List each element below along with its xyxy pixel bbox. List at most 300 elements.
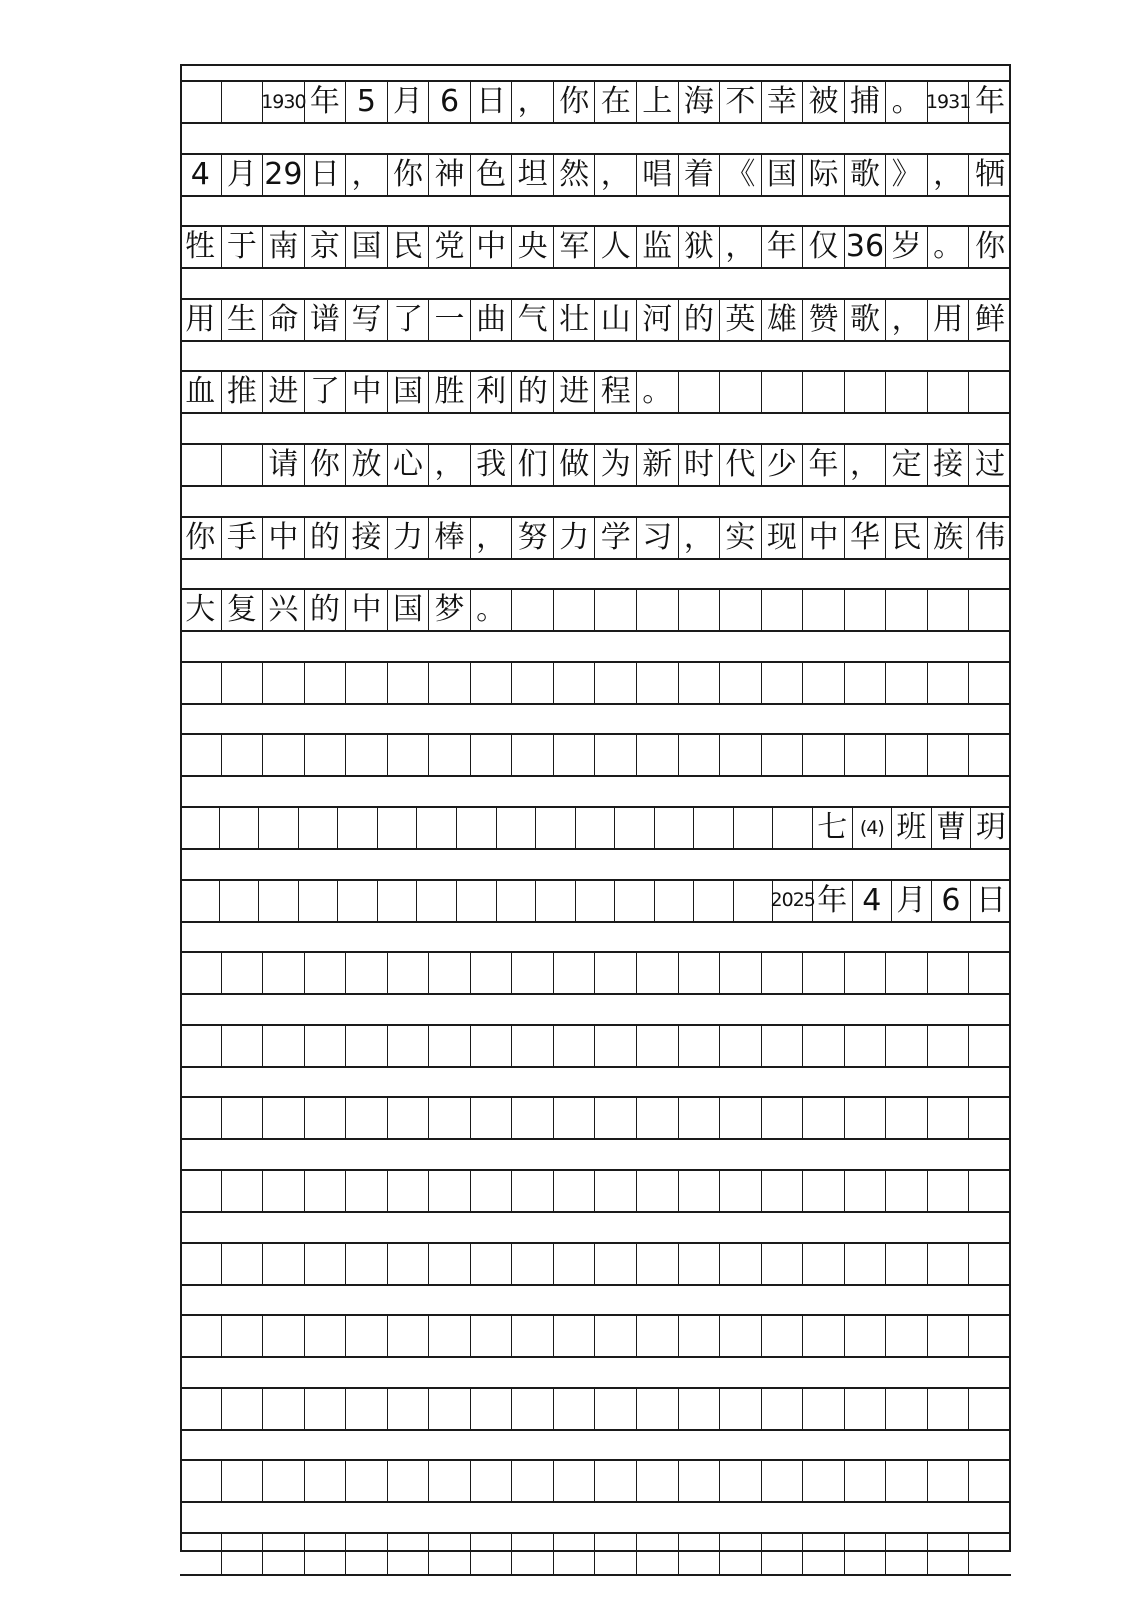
- grid-cell: [429, 1534, 471, 1574]
- grid-cell: 年: [813, 881, 853, 921]
- grid-cell: 命: [263, 300, 305, 340]
- grid-cell: [595, 1026, 637, 1066]
- grid-cell: [969, 1461, 1011, 1501]
- grid-cell: ，: [471, 518, 513, 558]
- grid-cell: [615, 808, 655, 848]
- grid-cell: [346, 735, 388, 775]
- grid-cell: [388, 953, 430, 993]
- grid-cell: 力: [554, 518, 596, 558]
- grid-cell: 狱: [679, 227, 721, 267]
- grid-cell: [536, 808, 576, 848]
- grid-cell: [429, 1316, 471, 1356]
- grid-row: [180, 661, 1011, 705]
- grid-cell: [554, 953, 596, 993]
- grid-cell: 中: [346, 372, 388, 412]
- grid-cell: [259, 808, 299, 848]
- grid-cell: [803, 1098, 845, 1138]
- grid-cell: [595, 1461, 637, 1501]
- grid-cell: [720, 1316, 762, 1356]
- grid-cell: 。: [471, 590, 513, 630]
- grid-cell: 上: [637, 82, 679, 122]
- grid-cell: [388, 1171, 430, 1211]
- grid-row: [180, 443, 1011, 487]
- grid-cell: [180, 953, 222, 993]
- grid-cell: 6: [429, 82, 471, 122]
- grid-row: [180, 733, 1011, 777]
- grid-cell: 京: [305, 227, 347, 267]
- grid-cell: 用: [180, 300, 222, 340]
- grid-cell: [655, 881, 695, 921]
- grid-cell: [346, 1098, 388, 1138]
- grid-cell: [615, 881, 655, 921]
- grid-cell: ，: [845, 445, 887, 485]
- grid-cell: [969, 372, 1011, 412]
- grid-cell: [512, 735, 554, 775]
- grid-cell: [388, 1534, 430, 1574]
- grid-cell: 族: [928, 518, 970, 558]
- grid-cell: [222, 1244, 264, 1284]
- grid-cell: [554, 735, 596, 775]
- grid-cell: [222, 1534, 264, 1574]
- grid-cell: 牲: [180, 227, 222, 267]
- grid-cell: [637, 1098, 679, 1138]
- grid-row: [180, 1459, 1011, 1503]
- grid-cell: 的: [679, 300, 721, 340]
- grid-cell: 胜: [429, 372, 471, 412]
- grid-cell: [299, 881, 339, 921]
- grid-cell: [928, 1461, 970, 1501]
- grid-cell: [845, 1171, 887, 1211]
- grid-cell: [679, 663, 721, 703]
- grid-cell: [338, 881, 378, 921]
- grid-row: [180, 1096, 1011, 1140]
- grid-cell: 央: [512, 227, 554, 267]
- grid-cell: [762, 1389, 804, 1429]
- grid-cell: [497, 808, 537, 848]
- grid-cell: 牺: [975, 156, 1006, 192]
- grid-cell: [969, 735, 1011, 775]
- grid-cell: 于: [222, 227, 264, 267]
- grid-cell: [886, 1389, 928, 1429]
- grid-cell: [969, 1098, 1011, 1138]
- grid-cell: [180, 1098, 222, 1138]
- grid-cell: ，: [886, 300, 928, 340]
- grid-cell: [655, 808, 695, 848]
- grid-cell: [720, 1098, 762, 1138]
- grid-cell: [679, 1534, 721, 1574]
- grid-cell: 习: [637, 518, 679, 558]
- grid-cell: [595, 1171, 637, 1211]
- grid-cell: [928, 663, 970, 703]
- grid-cell: 在: [595, 82, 637, 122]
- grid-cell: [773, 808, 813, 848]
- grid-row: [180, 153, 1011, 197]
- grid-cell: [679, 1316, 721, 1356]
- grid-cell: [222, 735, 264, 775]
- grid-cell: [180, 1316, 222, 1356]
- grid-cell: 捕: [845, 82, 887, 122]
- grid-cell: 国: [388, 590, 430, 630]
- grid-cell: [886, 1244, 928, 1284]
- grid-cell: 1930: [263, 82, 305, 122]
- grid-cell: [969, 1244, 1011, 1284]
- grid-cell: [429, 1389, 471, 1429]
- grid-cell: 力: [388, 518, 430, 558]
- grid-cell: [595, 735, 637, 775]
- grid-cell: 岁: [886, 227, 928, 267]
- grid-cell: [512, 663, 554, 703]
- grid-cell: [969, 663, 1011, 703]
- grid-cell: 年: [975, 84, 1006, 119]
- grid-cell: [928, 1244, 970, 1284]
- grid-cell: [928, 1534, 970, 1574]
- grid-cell: 中: [263, 518, 305, 558]
- grid-cell: [928, 1026, 970, 1066]
- grid-cell: [637, 1316, 679, 1356]
- grid-row: [180, 951, 1011, 995]
- grid-cell: 月: [388, 82, 430, 122]
- grid-cell: [512, 1026, 554, 1066]
- grid-cell: [512, 1098, 554, 1138]
- grid-cell: [222, 1389, 264, 1429]
- grid-cell: [595, 1244, 637, 1284]
- grid-cell: ，: [928, 155, 970, 195]
- grid-cell: [346, 1026, 388, 1066]
- grid-cell: 复: [222, 590, 264, 630]
- grid-cell: 推: [222, 372, 264, 412]
- grid-cell: [388, 1461, 430, 1501]
- grid-cell: 代: [720, 445, 762, 485]
- grid-cell: [845, 735, 887, 775]
- grid-cell: [845, 1026, 887, 1066]
- grid-cell: 你: [305, 445, 347, 485]
- grid-cell: 雄: [762, 300, 804, 340]
- grid-cell: [429, 735, 471, 775]
- grid-cell: 手: [222, 518, 264, 558]
- grid-cell: [845, 372, 887, 412]
- grid-row: [180, 80, 1011, 124]
- grid-cell: [803, 1461, 845, 1501]
- grid-cell: [222, 445, 264, 485]
- grid-cell: [388, 1316, 430, 1356]
- grid-cell: 不: [720, 82, 762, 122]
- grid-cell: 大: [180, 590, 222, 630]
- grid-cell: [886, 1098, 928, 1138]
- grid-cell: [720, 953, 762, 993]
- grid-cell: [762, 1171, 804, 1211]
- grid-cell: [471, 953, 513, 993]
- grid-cell: [305, 1171, 347, 1211]
- grid-cell: [762, 1026, 804, 1066]
- grid-cell: 过: [975, 447, 1006, 482]
- grid-cell: [471, 1244, 513, 1284]
- grid-cell: [803, 953, 845, 993]
- grid-cell: ，: [595, 155, 637, 195]
- grid-cell: 利: [471, 372, 513, 412]
- grid-cell: 接: [346, 518, 388, 558]
- grid-cell: [180, 663, 222, 703]
- grid-cell: [346, 1316, 388, 1356]
- grid-cell: 际: [803, 155, 845, 195]
- grid-cell: [429, 1026, 471, 1066]
- grid-cell: [180, 1389, 222, 1429]
- grid-cell: 请: [263, 445, 305, 485]
- grid-cell: 中: [471, 227, 513, 267]
- grid-cell: 唱: [637, 155, 679, 195]
- grid-cell: [180, 808, 220, 848]
- grid-cell: 了: [305, 372, 347, 412]
- grid-cell: [845, 1316, 887, 1356]
- grid-cell: [346, 1534, 388, 1574]
- grid-cell: 新: [637, 445, 679, 485]
- grid-cell: [720, 590, 762, 630]
- grid-cell: 进: [263, 372, 305, 412]
- grid-cell: [378, 881, 418, 921]
- grid-cell: 幸: [762, 82, 804, 122]
- grid-cell: 你: [975, 229, 1006, 265]
- grid-cell: [679, 1026, 721, 1066]
- grid-cell: 。: [637, 372, 679, 412]
- grid-cell: [180, 1534, 222, 1574]
- grid-cell: [222, 1316, 264, 1356]
- grid-cell: ，: [720, 227, 762, 267]
- grid-cell: 为: [595, 445, 637, 485]
- grid-cell: [512, 1534, 554, 1574]
- grid-cell: 做: [554, 445, 596, 485]
- grid-cell: [845, 590, 887, 630]
- grid-cell: [388, 663, 430, 703]
- grid-cell: [762, 663, 804, 703]
- grid-cell: [554, 1026, 596, 1066]
- grid-cell: 人: [595, 227, 637, 267]
- grid-cell: [576, 808, 616, 848]
- grid-cell: [803, 1534, 845, 1574]
- grid-cell: 华: [845, 518, 887, 558]
- grid-cell: [471, 663, 513, 703]
- grid-cell: [679, 372, 721, 412]
- grid-cell: 6: [932, 881, 972, 921]
- grid-cell: 用: [928, 300, 970, 340]
- grid-row: [180, 1242, 1011, 1286]
- grid-cell: (4): [853, 808, 893, 848]
- grid-cell: [471, 1098, 513, 1138]
- grid-cell: 日: [976, 882, 1007, 918]
- grid-cell: [180, 1171, 222, 1211]
- grid-cell: [762, 1098, 804, 1138]
- grid-cell: ，: [429, 445, 471, 485]
- grid-cell: 河: [637, 300, 679, 340]
- grid-cell: [512, 953, 554, 993]
- grid-cell: 曲: [471, 300, 513, 340]
- grid-cell: [595, 1098, 637, 1138]
- grid-cell: 歌: [845, 155, 887, 195]
- grid-cell: [554, 590, 596, 630]
- grid-cell: 中: [803, 518, 845, 558]
- grid-cell: 鲜: [975, 301, 1006, 337]
- grid-cell: [762, 735, 804, 775]
- grid-cell: [305, 1098, 347, 1138]
- grid-cell: [536, 881, 576, 921]
- grid-cell: 然: [554, 155, 596, 195]
- grid-cell: [180, 735, 222, 775]
- grid-cell: [679, 735, 721, 775]
- grid-cell: [263, 1534, 305, 1574]
- grid-cell: [595, 663, 637, 703]
- grid-cell: 被: [803, 82, 845, 122]
- grid-cell: ，: [679, 518, 721, 558]
- grid-cell: 们: [512, 445, 554, 485]
- grid-cell: [734, 881, 774, 921]
- grid-cell: 一: [429, 300, 471, 340]
- grid-cell: [720, 735, 762, 775]
- grid-cell: [222, 1026, 264, 1066]
- grid-row: [180, 588, 1011, 632]
- grid-cell: 日: [471, 82, 513, 122]
- grid-cell: 党: [429, 227, 471, 267]
- grid-cell: [346, 663, 388, 703]
- grid-cell: [679, 1389, 721, 1429]
- grid-cell: 国: [388, 372, 430, 412]
- grid-cell: [694, 881, 734, 921]
- grid-cell: 兴: [263, 590, 305, 630]
- grid-row: [180, 1169, 1011, 1213]
- grid-row: [180, 298, 1011, 342]
- grid-cell: [305, 735, 347, 775]
- grid-cell: [305, 1461, 347, 1501]
- grid-cell: [845, 953, 887, 993]
- grid-cell: [886, 1026, 928, 1066]
- grid-row: [180, 516, 1011, 560]
- grid-cell: [576, 881, 616, 921]
- grid-cell: 学: [595, 518, 637, 558]
- grid-cell: [554, 663, 596, 703]
- grid-cell: [928, 372, 970, 412]
- grid-cell: [471, 735, 513, 775]
- grid-cell: 时: [679, 445, 721, 485]
- grid-cell: [886, 663, 928, 703]
- grid-cell: [845, 1534, 887, 1574]
- grid-cell: [417, 881, 457, 921]
- grid-cell: 南: [263, 227, 305, 267]
- grid-cell: [886, 1316, 928, 1356]
- grid-cell: 年: [803, 445, 845, 485]
- grid-cell: [803, 735, 845, 775]
- grid-cell: [429, 1098, 471, 1138]
- grid-cell: [471, 1171, 513, 1211]
- grid-cell: [180, 1461, 222, 1501]
- grid-cell: [637, 1171, 679, 1211]
- grid-cell: ，: [512, 82, 554, 122]
- grid-cell: [762, 1316, 804, 1356]
- grid-cell: [299, 808, 339, 848]
- grid-cell: [512, 1389, 554, 1429]
- grid-row: [180, 1024, 1011, 1068]
- grid-cell: 29: [263, 155, 305, 195]
- grid-cell: [554, 1171, 596, 1211]
- grid-cell: [886, 590, 928, 630]
- grid-cell: [263, 1244, 305, 1284]
- grid-cell: [694, 808, 734, 848]
- grid-cell: [471, 1461, 513, 1501]
- grid-cell: [886, 1461, 928, 1501]
- grid-cell: [762, 590, 804, 630]
- grid-cell: [637, 663, 679, 703]
- grid-cell: [720, 663, 762, 703]
- grid-cell: [222, 953, 264, 993]
- grid-cell: [222, 663, 264, 703]
- grid-cell: [305, 1389, 347, 1429]
- grid-cell: [928, 1098, 970, 1138]
- grid-cell: [388, 1026, 430, 1066]
- grid-cell: [637, 953, 679, 993]
- grid-cell: [429, 1244, 471, 1284]
- grid-cell: [969, 953, 1011, 993]
- grid-cell: 年: [762, 227, 804, 267]
- grid-cell: 你: [180, 518, 222, 558]
- grid-cell: [471, 1316, 513, 1356]
- grid-cell: 班: [892, 808, 932, 848]
- grid-cell: [969, 1389, 1011, 1429]
- grid-cell: 36: [845, 227, 887, 267]
- grid-cell: [388, 1098, 430, 1138]
- grid-cell: [637, 590, 679, 630]
- grid-cell: [928, 735, 970, 775]
- grid-cell: 。: [886, 82, 928, 122]
- grid-cell: [388, 735, 430, 775]
- grid-cell: [417, 808, 457, 848]
- grid-row: [180, 879, 1011, 923]
- grid-cell: 5: [346, 82, 388, 122]
- grid-cell: 月: [222, 155, 264, 195]
- grid-cell: [637, 735, 679, 775]
- grid-cell: [512, 1461, 554, 1501]
- grid-cell: [969, 1534, 1011, 1574]
- grid-cell: [180, 1244, 222, 1284]
- grid-cell: [803, 1171, 845, 1211]
- grid-cell: [305, 663, 347, 703]
- grid-cell: 棒: [429, 518, 471, 558]
- grid-cell: 写: [346, 300, 388, 340]
- grid-cell: [554, 1389, 596, 1429]
- grid-cell: [346, 1461, 388, 1501]
- grid-cell: 仅: [803, 227, 845, 267]
- grid-cell: [762, 953, 804, 993]
- grid-cell: [305, 1244, 347, 1284]
- grid-cell: [637, 1461, 679, 1501]
- grid-cell: 1931: [928, 82, 970, 122]
- grid-cell: 中: [346, 590, 388, 630]
- grid-cell: [679, 1098, 721, 1138]
- grid-cell: [845, 1389, 887, 1429]
- grid-cell: 山: [595, 300, 637, 340]
- grid-cell: [180, 1026, 222, 1066]
- grid-cell: [222, 1098, 264, 1138]
- grid-cell: [263, 1026, 305, 1066]
- grid-cell: 现: [762, 518, 804, 558]
- grid-cell: [803, 663, 845, 703]
- grid-cell: 神: [429, 155, 471, 195]
- grid-cell: [762, 372, 804, 412]
- grid-cell: [346, 1389, 388, 1429]
- grid-cell: [429, 1461, 471, 1501]
- grid-cell: 》: [886, 155, 928, 195]
- grid-cell: 心: [388, 445, 430, 485]
- grid-cell: [263, 1461, 305, 1501]
- grid-cell: 程: [595, 372, 637, 412]
- grid-cell: [263, 1316, 305, 1356]
- grid-cell: 民: [388, 227, 430, 267]
- grid-cell: [512, 1316, 554, 1356]
